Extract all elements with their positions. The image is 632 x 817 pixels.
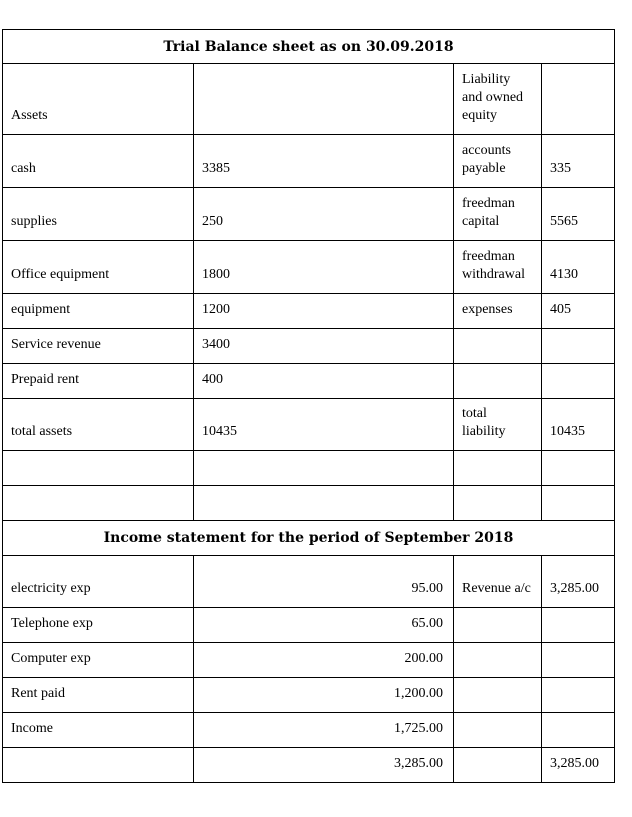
table-row <box>3 364 615 399</box>
liability-label <box>454 364 542 399</box>
table-row <box>3 556 615 608</box>
liability-label: freedman capital <box>454 188 542 241</box>
trial-balance-title: Trial Balance sheet as on 30.09.2018 <box>3 30 615 64</box>
asset-value: 3385 <box>194 135 454 188</box>
expense-value: 95.00 <box>194 556 454 608</box>
asset-value: 3400 <box>194 329 454 364</box>
income-statement-title: Income statement for the period of September 2018 <box>3 521 615 556</box>
empty-row <box>3 451 615 486</box>
assets-header: Assets <box>3 64 194 135</box>
asset-label: supplies <box>3 188 194 241</box>
revenue-label: Revenue a/c <box>454 556 542 608</box>
table-row <box>3 713 615 748</box>
liability-value: 5565 <box>542 188 615 241</box>
table-row <box>3 678 615 713</box>
liability-value: 4130 <box>542 241 615 294</box>
liability-label: expenses <box>454 294 542 329</box>
expense-label: Rent paid <box>3 678 194 713</box>
table-row <box>3 294 615 329</box>
table-row <box>3 188 615 241</box>
liability-label: accounts payable <box>454 135 542 188</box>
liability-label <box>454 329 542 364</box>
total-assets-label: total assets <box>3 399 194 451</box>
liability-label: freedman withdrawal <box>454 241 542 294</box>
revenue-value: 3,285.00 <box>542 556 615 608</box>
liability-value: 335 <box>542 135 615 188</box>
table-row <box>3 135 615 188</box>
expense-label: Computer exp <box>3 643 194 678</box>
expense-label: Telephone exp <box>3 608 194 643</box>
asset-label: Service revenue <box>3 329 194 364</box>
liability-value <box>542 329 615 364</box>
asset-value: 400 <box>194 364 454 399</box>
liability-value: 405 <box>542 294 615 329</box>
empty-row <box>3 486 615 521</box>
asset-label: equipment <box>3 294 194 329</box>
asset-value: 1200 <box>194 294 454 329</box>
table-row <box>3 608 615 643</box>
income-label: Income <box>3 713 194 748</box>
expense-value: 65.00 <box>194 608 454 643</box>
expense-label: electricity exp <box>3 556 194 608</box>
income-value: 1,725.00 <box>194 713 454 748</box>
income-total-left: 3,285.00 <box>194 748 454 783</box>
table-row <box>3 643 615 678</box>
trial-balance-title-row <box>3 30 615 64</box>
balance-table <box>2 29 615 783</box>
total-assets-value: 10435 <box>194 399 454 451</box>
income-totals-row <box>3 748 615 783</box>
expense-value: 1,200.00 <box>194 678 454 713</box>
liability-value <box>542 364 615 399</box>
expense-value: 200.00 <box>194 643 454 678</box>
trial-balance-header-row <box>3 64 615 135</box>
income-total-right: 3,285.00 <box>542 748 615 783</box>
income-statement-title-row <box>3 521 615 556</box>
totals-row <box>3 399 615 451</box>
total-liability-label: total liability <box>454 399 542 451</box>
asset-value: 250 <box>194 188 454 241</box>
table-row <box>3 329 615 364</box>
liability-value-header <box>542 64 615 135</box>
liability-header: Liability and owned equity <box>454 64 542 135</box>
asset-value: 1800 <box>194 241 454 294</box>
asset-label: Office equipment <box>3 241 194 294</box>
assets-value-header <box>194 64 454 135</box>
asset-label: Prepaid rent <box>3 364 194 399</box>
total-liability-value: 10435 <box>542 399 615 451</box>
asset-label: cash <box>3 135 194 188</box>
table-row <box>3 241 615 294</box>
